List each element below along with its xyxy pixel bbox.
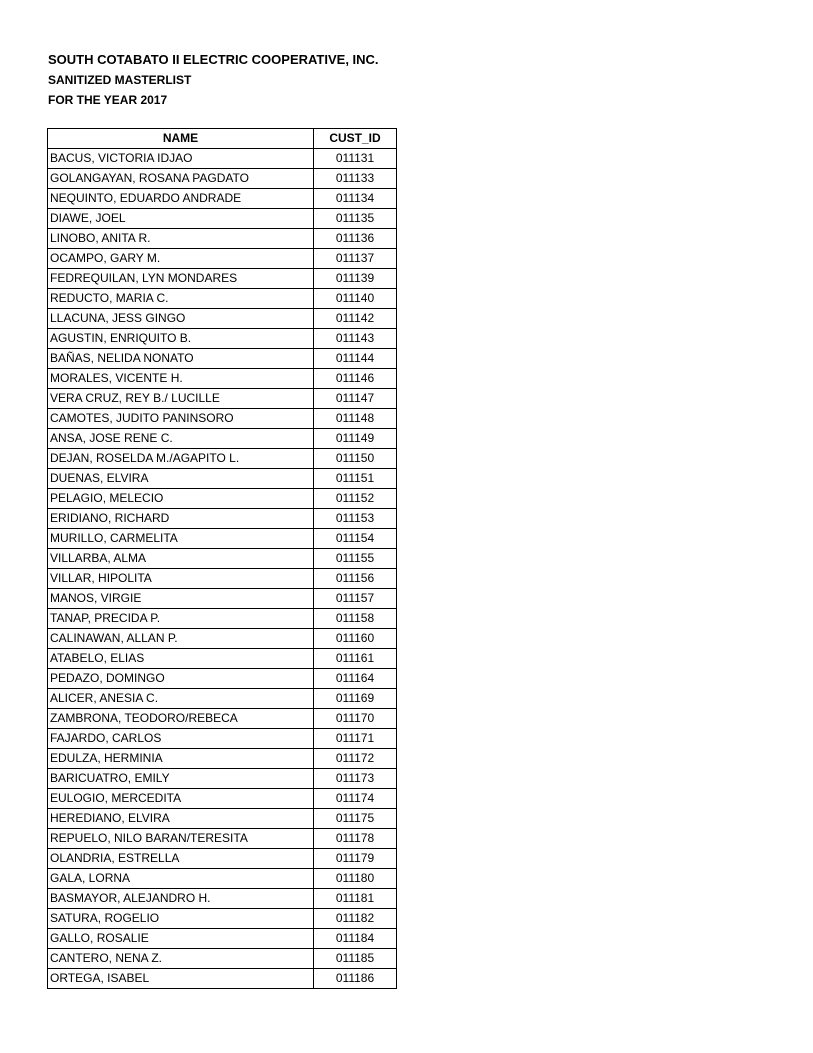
- cell-cust-id: 011151: [314, 469, 397, 489]
- cell-cust-id: 011139: [314, 269, 397, 289]
- cell-cust-id: 011143: [314, 329, 397, 349]
- cell-name: GOLANGAYAN, ROSANA PAGDATO: [48, 169, 314, 189]
- cell-name: BARICUATRO, EMILY: [48, 769, 314, 789]
- table-row: [48, 689, 397, 709]
- cell-name: SATURA, ROGELIO: [48, 909, 314, 929]
- cell-cust-id: 011182: [314, 909, 397, 929]
- cell-name: PEDAZO, DOMINGO: [48, 669, 314, 689]
- cell-name: ZAMBRONA, TEODORO/REBECA: [48, 709, 314, 729]
- cell-name: CANTERO, NENA Z.: [48, 949, 314, 969]
- table-row: [48, 809, 397, 829]
- cell-name: BAÑAS, NELIDA NONATO: [48, 349, 314, 369]
- cell-cust-id: 011171: [314, 729, 397, 749]
- cell-cust-id: 011169: [314, 689, 397, 709]
- cell-cust-id: 011135: [314, 209, 397, 229]
- table-row: [48, 729, 397, 749]
- table-row: [48, 169, 397, 189]
- cell-cust-id: 011185: [314, 949, 397, 969]
- cell-name: LLACUNA, JESS GINGO: [48, 309, 314, 329]
- cell-cust-id: 011133: [314, 169, 397, 189]
- cell-cust-id: 011131: [314, 149, 397, 169]
- table-row: [48, 149, 397, 169]
- cell-cust-id: 011158: [314, 609, 397, 629]
- cell-name: REDUCTO, MARIA C.: [48, 289, 314, 309]
- table-row: [48, 189, 397, 209]
- cell-name: LINOBO, ANITA R.: [48, 229, 314, 249]
- cell-cust-id: 011150: [314, 449, 397, 469]
- masterlist-table: [47, 128, 397, 989]
- cell-name: CAMOTES, JUDITO PANINSORO: [48, 409, 314, 429]
- cell-name: VERA CRUZ, REY B./ LUCILLE: [48, 389, 314, 409]
- cell-cust-id: 011164: [314, 669, 397, 689]
- cell-cust-id: 011175: [314, 809, 397, 829]
- table-row: [48, 389, 397, 409]
- cell-cust-id: 011174: [314, 789, 397, 809]
- organization-title: SOUTH COTABATO II ELECTRIC COOPERATIVE, INC.: [48, 52, 379, 67]
- table-row: [48, 409, 397, 429]
- cell-name: BASMAYOR, ALEJANDRO H.: [48, 889, 314, 909]
- cell-name: EULOGIO, MERCEDITA: [48, 789, 314, 809]
- table-row: [48, 949, 397, 969]
- table-body: [48, 149, 397, 989]
- cell-cust-id: 011140: [314, 289, 397, 309]
- table-row: [48, 229, 397, 249]
- cell-name: FAJARDO, CARLOS: [48, 729, 314, 749]
- cell-name: OCAMPO, GARY M.: [48, 249, 314, 269]
- cell-name: ATABELO, ELIAS: [48, 649, 314, 669]
- cell-name: REPUELO, NILO BARAN/TERESITA: [48, 829, 314, 849]
- cell-name: VILLARBA, ALMA: [48, 549, 314, 569]
- cell-name: EDULZA, HERMINIA: [48, 749, 314, 769]
- cell-name: MURILLO, CARMELITA: [48, 529, 314, 549]
- cell-name: MORALES, VICENTE H.: [48, 369, 314, 389]
- table-row: [48, 469, 397, 489]
- cell-cust-id: 011152: [314, 489, 397, 509]
- cell-cust-id: 011178: [314, 829, 397, 849]
- cell-cust-id: 011149: [314, 429, 397, 449]
- cell-cust-id: 011153: [314, 509, 397, 529]
- cell-name: DIAWE, JOEL: [48, 209, 314, 229]
- table-row: [48, 569, 397, 589]
- cell-name: DUENAS, ELVIRA: [48, 469, 314, 489]
- cell-name: ORTEGA, ISABEL: [48, 969, 314, 989]
- table-row: [48, 849, 397, 869]
- table-row: [48, 869, 397, 889]
- cell-name: MANOS, VIRGIE: [48, 589, 314, 609]
- cell-cust-id: 011173: [314, 769, 397, 789]
- cell-cust-id: 011154: [314, 529, 397, 549]
- cell-cust-id: 011136: [314, 229, 397, 249]
- table-row: [48, 789, 397, 809]
- cell-cust-id: 011148: [314, 409, 397, 429]
- table-row: [48, 429, 397, 449]
- cell-name: DEJAN, ROSELDA M./AGAPITO L.: [48, 449, 314, 469]
- cell-cust-id: 011146: [314, 369, 397, 389]
- table-row: [48, 289, 397, 309]
- table-row: [48, 649, 397, 669]
- cell-cust-id: 011137: [314, 249, 397, 269]
- cell-cust-id: 011161: [314, 649, 397, 669]
- table-row: [48, 529, 397, 549]
- cell-name: GALA, LORNA: [48, 869, 314, 889]
- table-row: [48, 489, 397, 509]
- cell-cust-id: 011179: [314, 849, 397, 869]
- cell-name: OLANDRIA, ESTRELLA: [48, 849, 314, 869]
- column-header-cust-id: CUST_ID: [314, 129, 397, 149]
- table-row: [48, 549, 397, 569]
- cell-name: VILLAR, HIPOLITA: [48, 569, 314, 589]
- cell-cust-id: 011186: [314, 969, 397, 989]
- table-row: [48, 909, 397, 929]
- document-header: [48, 50, 379, 110]
- cell-name: AGUSTIN, ENRIQUITO B.: [48, 329, 314, 349]
- table-row: [48, 929, 397, 949]
- cell-cust-id: 011144: [314, 349, 397, 369]
- cell-name: CALINAWAN, ALLAN P.: [48, 629, 314, 649]
- table-row: [48, 309, 397, 329]
- table-row: [48, 349, 397, 369]
- document-subtitle: SANITIZED MASTERLIST: [48, 73, 192, 87]
- table-row: [48, 829, 397, 849]
- cell-cust-id: 011170: [314, 709, 397, 729]
- table-row: [48, 509, 397, 529]
- cell-name: ALICER, ANESIA C.: [48, 689, 314, 709]
- table-row: [48, 889, 397, 909]
- cell-cust-id: 011142: [314, 309, 397, 329]
- table-row: [48, 709, 397, 729]
- cell-name: GALLO, ROSALIE: [48, 929, 314, 949]
- cell-cust-id: 011157: [314, 589, 397, 609]
- cell-name: PELAGIO, MELECIO: [48, 489, 314, 509]
- cell-cust-id: 011147: [314, 389, 397, 409]
- cell-name: ANSA, JOSE RENE C.: [48, 429, 314, 449]
- table-row: [48, 269, 397, 289]
- table-row: [48, 329, 397, 349]
- table-row: [48, 969, 397, 989]
- table-row: [48, 369, 397, 389]
- table-row: [48, 669, 397, 689]
- table-row: [48, 629, 397, 649]
- cell-cust-id: 011160: [314, 629, 397, 649]
- cell-name: FEDREQUILAN, LYN MONDARES: [48, 269, 314, 289]
- cell-cust-id: 011184: [314, 929, 397, 949]
- document-year: FOR THE YEAR 2017: [48, 93, 168, 107]
- cell-name: TANAP, PRECIDA P.: [48, 609, 314, 629]
- table-row: [48, 749, 397, 769]
- table-row: [48, 209, 397, 229]
- cell-name: NEQUINTO, EDUARDO ANDRADE: [48, 189, 314, 209]
- table-row: [48, 449, 397, 469]
- cell-cust-id: 011172: [314, 749, 397, 769]
- cell-cust-id: 011181: [314, 889, 397, 909]
- table-header-row: [48, 129, 397, 149]
- cell-name: BACUS, VICTORIA IDJAO: [48, 149, 314, 169]
- cell-cust-id: 011155: [314, 549, 397, 569]
- cell-cust-id: 011156: [314, 569, 397, 589]
- cell-name: ERIDIANO, RICHARD: [48, 509, 314, 529]
- cell-cust-id: 011180: [314, 869, 397, 889]
- table-row: [48, 589, 397, 609]
- table-row: [48, 609, 397, 629]
- column-header-name: NAME: [48, 129, 314, 149]
- table-row: [48, 769, 397, 789]
- table-row: [48, 249, 397, 269]
- cell-name: HEREDIANO, ELVIRA: [48, 809, 314, 829]
- cell-cust-id: 011134: [314, 189, 397, 209]
